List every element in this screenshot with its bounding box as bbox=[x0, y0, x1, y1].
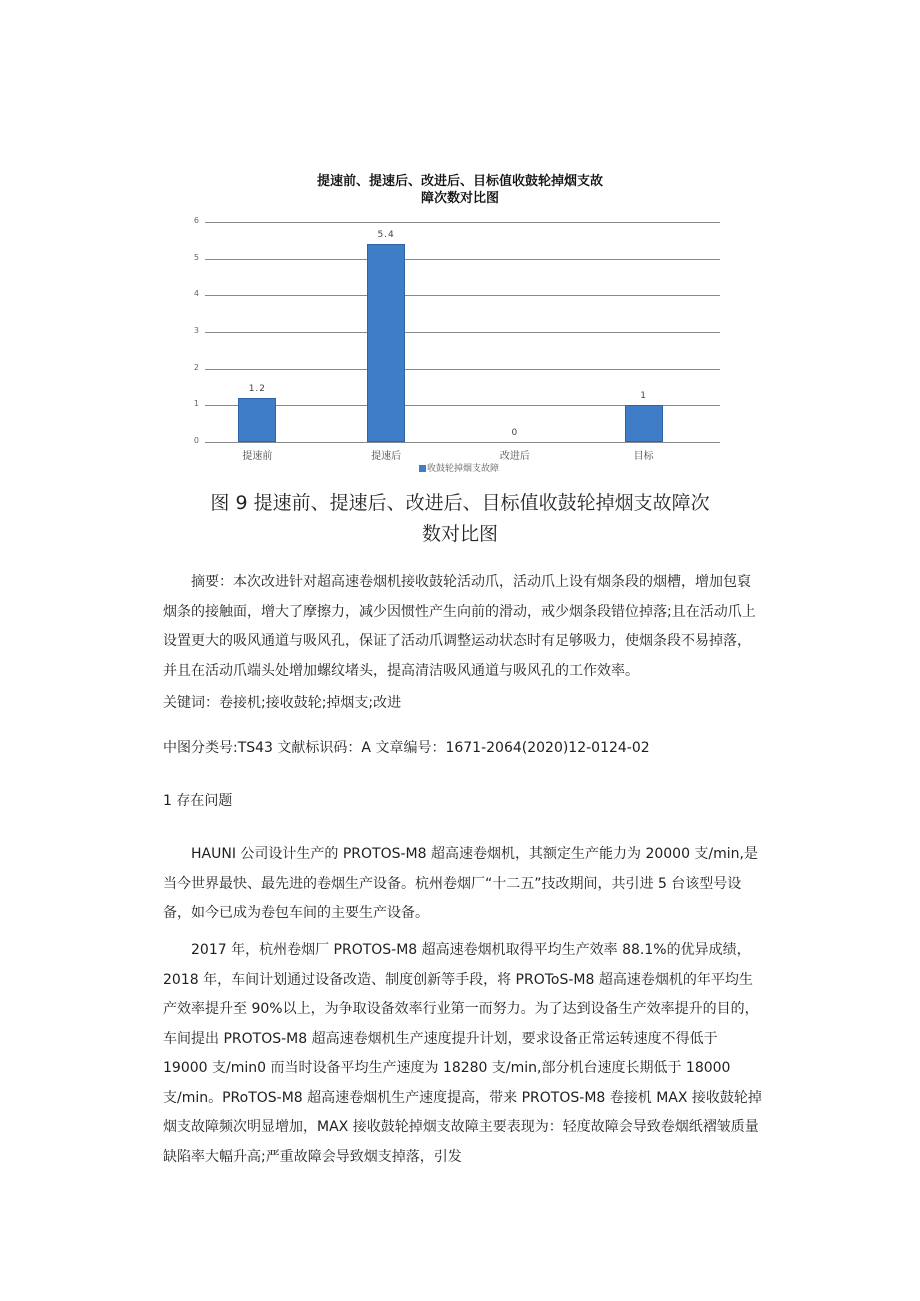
gridline bbox=[205, 332, 720, 333]
gridline bbox=[205, 295, 720, 296]
caption-line-1: 图 9 提速前、提速后、改进后、目标值收鼓轮掉烟支故障次 bbox=[210, 492, 710, 514]
paragraph-1 bbox=[163, 840, 763, 929]
keywords bbox=[163, 689, 763, 719]
bar-chart bbox=[180, 165, 740, 480]
gridline bbox=[205, 369, 720, 370]
y-tick-label: 1 bbox=[193, 399, 199, 409]
section-heading bbox=[163, 787, 763, 817]
caption-line-2: 数对比图 bbox=[421, 523, 498, 545]
data-label: 0 bbox=[511, 428, 519, 438]
gridline bbox=[205, 259, 720, 260]
x-tick-label: 目标 bbox=[633, 451, 654, 462]
y-tick-label: 0 bbox=[193, 436, 199, 445]
x-tick-label: 改进后 bbox=[499, 451, 530, 462]
x-tick-label: 提速前 bbox=[242, 451, 273, 462]
chart-title-line-1: 提速前、提速后、改进后、目标值收鼓轮掉烟支故 bbox=[316, 174, 603, 189]
y-tick-label: 6 bbox=[193, 216, 199, 225]
paragraph-1-text: HAUNI 公司设计生产的 PROTOS-M8 超高速卷烟机，其额定生产能力为 20000 支/min,是当今世界最快、最先进的卷烟生产设备。杭州卷烟厂“十二五”技改期间，共引进 5 台该型号设备，如今已成为卷包车间的主要生产设备。 bbox=[163, 846, 758, 921]
legend-label: 收鼓轮掉烟支故障 bbox=[427, 464, 500, 474]
section-heading-text: 1 存在问题 bbox=[163, 793, 233, 809]
classification bbox=[163, 734, 763, 764]
bar bbox=[238, 398, 276, 442]
legend-swatch-icon bbox=[419, 465, 426, 472]
x-tick-label: 提速后 bbox=[371, 451, 402, 462]
gridline bbox=[205, 442, 720, 443]
data-label: 1.2 bbox=[248, 384, 267, 394]
classification-text: 中图分类号:TS43 文献标识码：A 文章编号：1671-2064(2020)12-0124-02 bbox=[163, 740, 650, 756]
chart-title-line-2: 障次数对比图 bbox=[420, 191, 499, 206]
data-label: 5.4 bbox=[377, 230, 395, 240]
chart-title bbox=[180, 173, 740, 207]
figure-caption bbox=[160, 488, 760, 550]
bar bbox=[625, 405, 663, 442]
y-tick-label: 5 bbox=[193, 252, 199, 262]
chart-legend bbox=[419, 461, 499, 474]
abstract bbox=[163, 568, 763, 686]
y-tick-label: 3 bbox=[193, 326, 199, 335]
data-label: 1 bbox=[640, 391, 647, 402]
y-tick-label: 4 bbox=[193, 289, 199, 299]
paragraph-2 bbox=[163, 936, 763, 1172]
abstract-text: 摘要：本次改进针对超高速卷烟机接收鼓轮活动爪，活动爪上设有烟条段的烟槽，增加包裒烟条的接触面，增大了摩擦力，减少因惯性产生向前的滑动，戒少烟条段错位掉落;且在活动爪上设置更大的吸风通道与吸风孔，保证了活动爪调整运动状态时有足够吸力，使烟条段不易掉落，并且在活动爪端头处增加螺纹堵头，提高清洁吸风通道与吸风孔的工作效率。 bbox=[163, 574, 756, 679]
plot-area bbox=[193, 216, 720, 462]
gridline bbox=[205, 222, 720, 223]
paragraph-2-text: 2017 年，杭州卷烟厂 PROTOS-M8 超高速卷烟机取得平均生产效率 88.1%的优异成绩，2018 年，车间计划通过设备改造、制度创新等手段，将 PROToS-M8 超高速卷烟机的年平均生产效率提升至 90%以上，为争取设备效率行业第一而努力。为了达到设备生产效率提升的目的，车间提出 PROTOS-M8 超高速卷烟机生产速度提升计划，要求设备正常运转速度不得低于 19000 支/min0 而当时设备平均生产速度为 18280 支/min,部分机台速度长期低于 18000 支/min。PRoTOS-M8 超高速卷烟机生产速度提高，带来 PROTOS-M8 卷接机 MAX 接收鼓轮掉烟支故障频次明显增加，MAX 接收鼓轮掉烟支故障主要表现为：轻度故障会导致卷烟纸褶皱质量缺陷率大幅升高;严重故障会导致烟支掉落，引发 bbox=[163, 942, 762, 1165]
y-tick-label: 2 bbox=[193, 362, 199, 372]
bar bbox=[367, 244, 405, 442]
keywords-text: 关键词：卷接机;接收鼓轮;掉烟支;改进 bbox=[163, 695, 402, 711]
